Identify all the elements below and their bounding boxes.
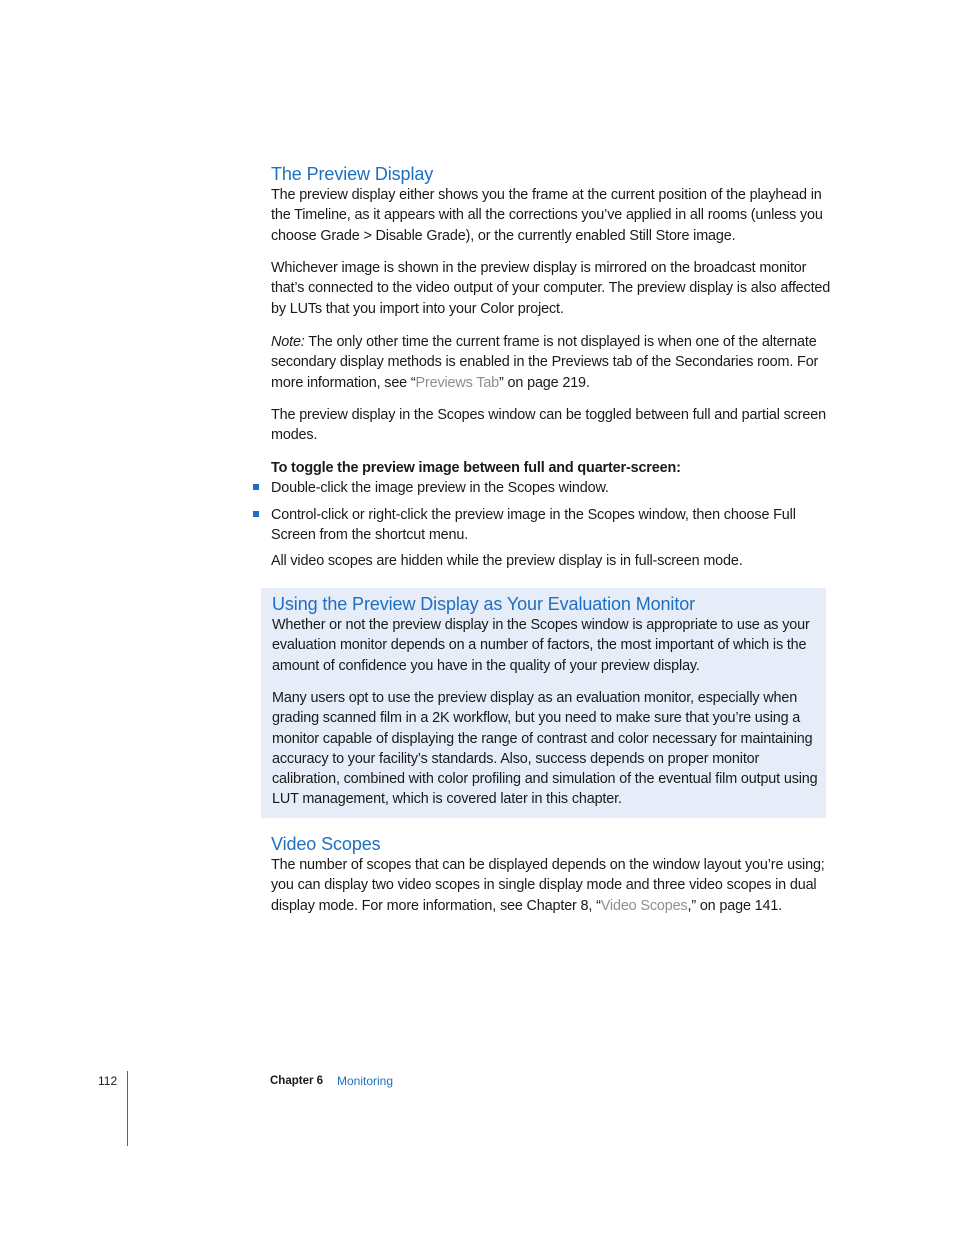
sidebar-heading: Using the Preview Display as Your Evaluation Monitor [272,594,696,614]
page-number: 112 [98,1074,118,1088]
video-scopes-link[interactable]: Video Scopes [600,897,688,914]
note-after-text: ” on page 219. [499,374,590,391]
bullet-text: Double-click the image preview in the Scopes window. [271,480,609,496]
paragraph: All video scopes are hidden while the preview display is in full-screen mode. [271,553,743,569]
note-paragraph [271,332,831,393]
previews-tab-link[interactable]: Previews Tab [415,374,500,391]
section-heading-video-scopes: Video Scopes [271,834,381,854]
text-after-link: ,” on page 141. [687,897,783,914]
bullet-text: Control-click or right-click the preview image in the Scopes window, then choose Full Screen from the shortcut menu. [271,507,796,544]
paragraph [271,855,831,916]
footer-chapter-title: Monitoring [337,1074,394,1088]
bullet-square-icon [253,511,259,517]
bullet-square-icon [253,484,259,490]
sidebar-paragraph: Whether or not the preview display in the Scopes window is appropriate to use as your evaluation monitor depends on a number of factors, the most important of which is the amount of confidence you have in the quality of your preview display. [272,617,810,674]
text-before-link: The number of scopes that can be displayed depends on the window layout you’re using; you can display two video scopes in single display mode and three video scopes in dual display mode. For more information, see Chapter 8, “ [271,857,825,914]
sidebar-paragraph: Many users opt to use the preview display as an evaluation monitor, especially when grading scanned film in a 2K workflow, but you need to make sure that you’re using a monitor capable of displaying the range of contrast and color necessary for maintaining accuracy to your facility’s standards. Also, success depends on proper monitor calibration, combined with color profiling and simulation of the eventual film output using LUT management, which is covered later in this chapter. [272,690,818,808]
paragraph: The preview display in the Scopes window can be toggled between full and partial screen modes. [271,407,826,444]
section-heading-preview-display: The Preview Display [271,164,434,184]
paragraph: Whichever image is shown in the preview display is mirrored on the broadcast monitor that’s connected to the video output of your computer. The preview display is also affected by LUTs that you import into your Color project. [271,260,831,317]
footer-chapter-label: Chapter 6 [270,1075,324,1087]
note-label: Note: [271,334,305,350]
footer-rule [127,1071,128,1146]
paragraph: The preview display either shows you the frame at the current position of the playhead in the Timeline, as it appears with all the corrections you’ve applied in all rooms (unless you choose Grade > Disable Grade), or the currently enabled Still Store image. [271,187,823,244]
note-text: The only other time the current frame is not displayed is when one of the alternate secondary display methods is enabled in the Previews tab of the Secondaries room. For more information, see “ [271,334,819,391]
task-heading: To toggle the preview image between full and quarter-screen: [271,460,681,476]
